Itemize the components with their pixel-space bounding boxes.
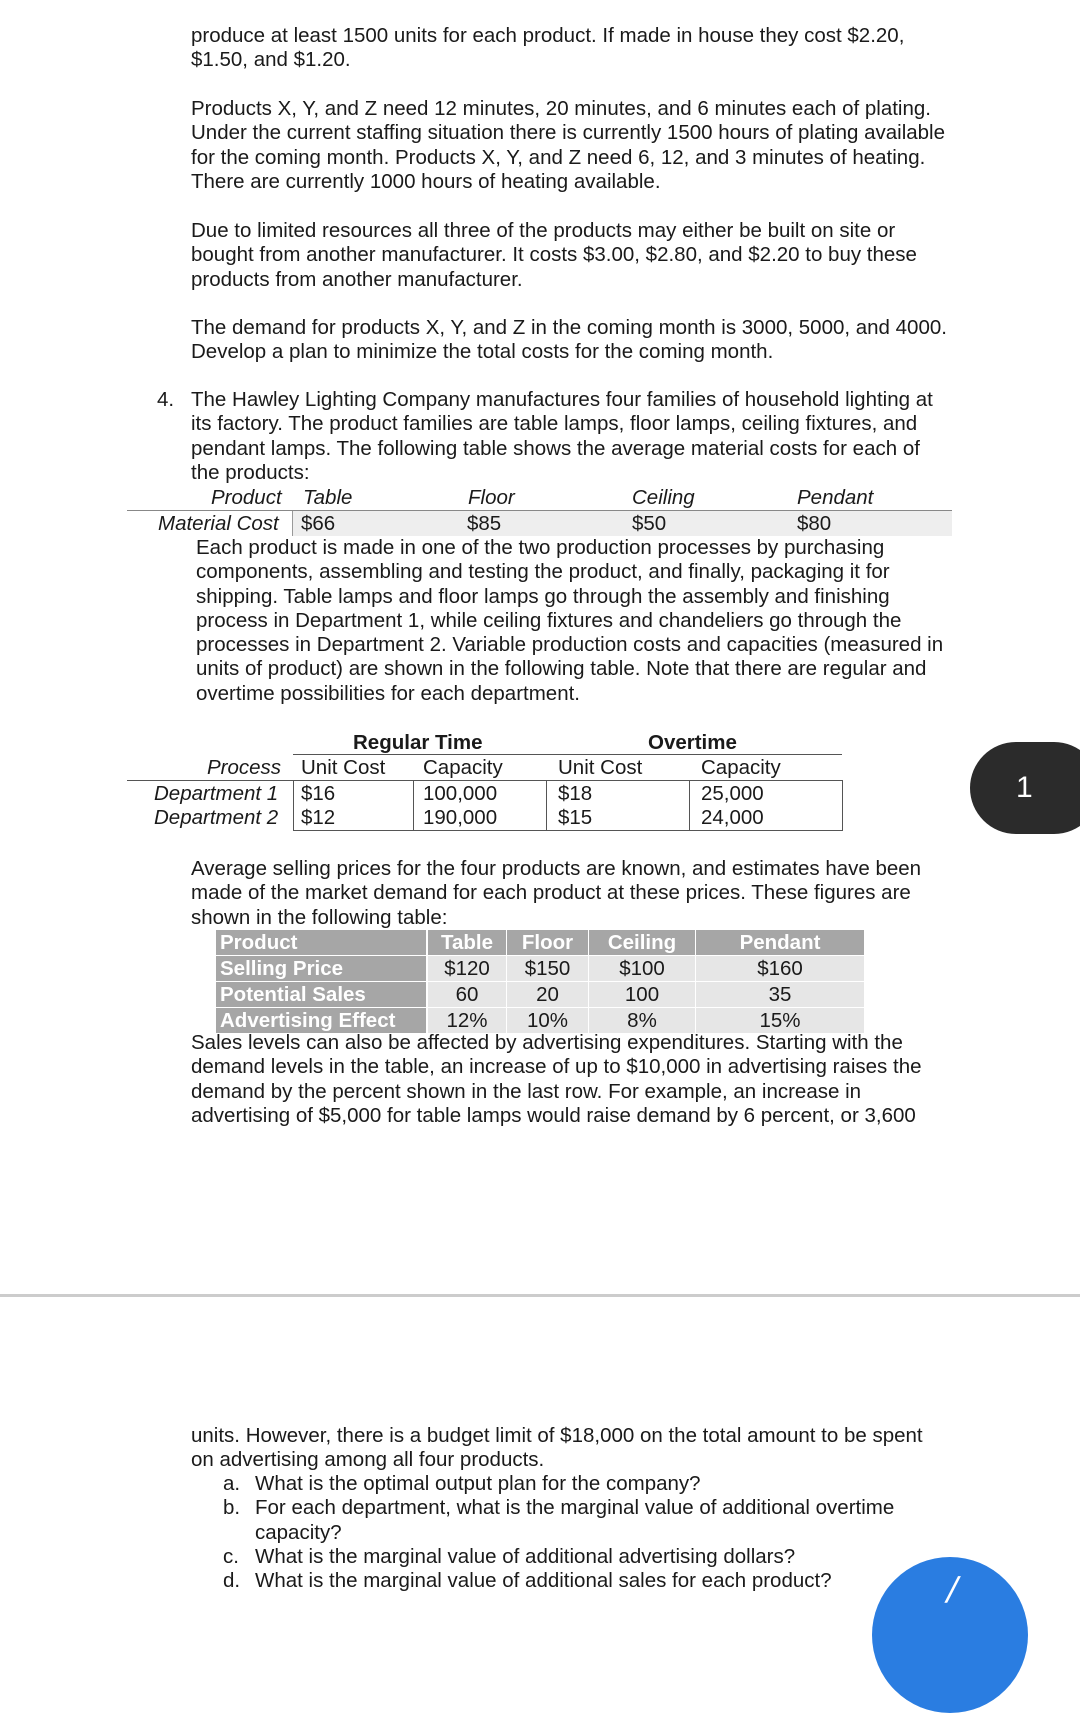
material-table-divider (292, 511, 293, 536)
process-table-regular-capacity-header: Capacity (423, 756, 503, 779)
process-table-header-rule (127, 780, 842, 781)
process-table-row-2-name: Department 2 (154, 806, 279, 829)
material-cost-ceiling-value: $50 (632, 512, 667, 535)
product-table-cell: 10% (507, 1008, 589, 1034)
question-4-number: 4. (157, 388, 175, 411)
product-table-header-product: Product (216, 930, 427, 956)
paragraph-advertising: Sales levels can also be affected by advertising expenditures. Starting with the demand levels in the table, an increase of up to $10,000 in advertising raises the demand by the percent shown in the last row. For example, an increase in advertising of $5,000 for table lamps would raise demand by 6 percent, or 3,600 (191, 1031, 922, 1127)
product-table-cell: 60 (427, 982, 507, 1008)
product-table-cell: 8% (589, 1008, 696, 1034)
paragraph-demand: The demand for products X, Y, and Z in the coming month is 3000, 5000, and 4000. Develop a plan to minimize the total costs for the coming month. (191, 316, 947, 364)
process-table-vline-2 (413, 780, 414, 831)
process-table-row-1-reg-cap: 100,000 (423, 782, 498, 805)
material-table-header-label: Product (211, 486, 282, 509)
product-table-cell: 100 (589, 982, 696, 1008)
paragraph-units: units. However, there is a budget limit of $18,000 on the total amount to be spent on advertising among all four products. (191, 1424, 923, 1472)
product-table-header-row (216, 930, 865, 956)
product-table-row-advertising-effect (216, 1008, 865, 1034)
product-table-cell: 15% (696, 1008, 865, 1034)
product-table-cell: $100 (589, 956, 696, 982)
product-table-header-floor: Floor (507, 930, 589, 956)
page-divider (0, 1294, 1080, 1297)
process-table-row-1-reg-cost: $16 (301, 782, 336, 805)
question-item (223, 1496, 943, 1545)
paragraph-prices: Average selling prices for the four products are known, and estimates have been made of the market demand for each product at these prices. These figures are shown in the following table: (191, 857, 922, 929)
material-table-row-background (293, 511, 952, 536)
fab-icon: ╱ (946, 1577, 960, 1602)
material-table-product-pendant: Pendant (797, 486, 874, 509)
product-table-header-ceiling: Ceiling (589, 930, 696, 956)
product-table-header-table: Table (427, 930, 507, 956)
product-table-cell: 35 (696, 982, 865, 1008)
paragraph-plating: Products X, Y, and Z need 12 minutes, 20 minutes, and 6 minutes each of plating. Under the current staffing situation there is currently 1500 hours of plating available for the coming month. Products X, Y, and Z need 6, 12, and 3 minutes of heating. There are currently 1000 hours of heating available. (191, 97, 946, 193)
floating-action-button[interactable] (872, 1557, 1028, 1713)
paragraph-intro-end: produce at least 1500 units for each product. If made in house they cost $2.20, $1.50, and $1.20. (191, 24, 905, 72)
product-table-row-label: Advertising Effect (216, 1008, 427, 1034)
product-table (216, 930, 865, 1034)
page-number-badge[interactable]: 1 (970, 742, 1080, 834)
process-table-process-label: Process (207, 756, 282, 779)
product-table-row-potential-sales (216, 982, 865, 1008)
material-table-product-table: Table (303, 486, 353, 509)
process-table-vline-5 (842, 780, 843, 831)
question-text: What is the marginal value of additional sales for each product? (255, 1569, 832, 1593)
material-cost-table-value: $66 (301, 512, 336, 535)
process-table-overtime-capacity-header: Capacity (701, 756, 781, 779)
question-letter: b. (223, 1496, 241, 1520)
process-table-vline-1 (293, 780, 294, 831)
product-table-cell: 20 (507, 982, 589, 1008)
question-item (223, 1472, 943, 1496)
process-table-row-2-ot-cost: $15 (558, 806, 593, 829)
product-table-cell: $120 (427, 956, 507, 982)
process-table-top-rule (293, 754, 842, 755)
question-text: What is the marginal value of additional advertising dollars? (255, 1544, 796, 1568)
process-table-row-2-reg-cost: $12 (301, 806, 336, 829)
material-table-row-label: Material Cost (158, 512, 279, 535)
product-table-row-label: Selling Price (216, 956, 427, 982)
question-letter: d. (223, 1569, 241, 1593)
question-letter: c. (223, 1544, 239, 1568)
product-table-cell: 12% (427, 1008, 507, 1034)
question-list (223, 1472, 943, 1593)
question-4-text: The Hawley Lighting Company manufactures four families of household lighting at its factory. The product families are table lamps, floor lamps, ceiling fixtures, and pendant lamps. The following table shows the average material costs for each of the products: (191, 388, 933, 484)
material-table-product-floor: Floor (468, 486, 515, 509)
process-table-regular-time: Regular Time (353, 731, 483, 754)
paragraph-process: Each product is made in one of the two production processes by purchasing components, assembling and testing the product, and finally, packaging it for shipping. Table lamps and floor lamps go through the assembly and finishing process in Department 1, while ceiling fixtures and chandeliers go through the processes in Department 2. Variable production costs and capacities (measured in units of product) are shown in the following table. Note that there are regular and overtime possibilities for each department. (196, 536, 944, 705)
process-table-regular-unit-cost-header: Unit Cost (301, 756, 386, 779)
question-item (223, 1545, 943, 1569)
question-letter: a. (223, 1472, 241, 1495)
process-table-row-2-reg-cap: 190,000 (423, 806, 498, 829)
process-table-row-1-ot-cost: $18 (558, 782, 593, 805)
question-item (223, 1569, 943, 1593)
process-table-bottom-rule (293, 830, 842, 831)
product-table-cell: $150 (507, 956, 589, 982)
product-table-row-selling-price (216, 956, 865, 982)
process-table-row-1-ot-cap: 25,000 (701, 782, 764, 805)
product-table-header-pendant: Pendant (696, 930, 865, 956)
material-cost-pendant-value: $80 (797, 512, 832, 535)
question-text: For each department, what is the marginal value of additional overtime capacity? (255, 1496, 895, 1544)
material-cost-floor-value: $85 (467, 512, 502, 535)
process-table-vline-4 (689, 780, 690, 831)
product-table-cell: $160 (696, 956, 865, 982)
process-table-overtime-unit-cost-header: Unit Cost (558, 756, 643, 779)
question-text: What is the optimal output plan for the company? (255, 1472, 701, 1495)
paragraph-resources: Due to limited resources all three of the products may either be built on site or bought from another manufacturer. It costs $3.00, $2.80, and $2.20 to buy these products from another manufacturer. (191, 219, 917, 291)
material-table-product-ceiling: Ceiling (632, 486, 695, 509)
process-table-vline-3 (546, 780, 547, 831)
product-table-row-label: Potential Sales (216, 982, 427, 1008)
process-table-overtime: Overtime (648, 731, 737, 754)
process-table-row-1-name: Department 1 (154, 782, 279, 805)
process-table-row-2-ot-cap: 24,000 (701, 806, 764, 829)
